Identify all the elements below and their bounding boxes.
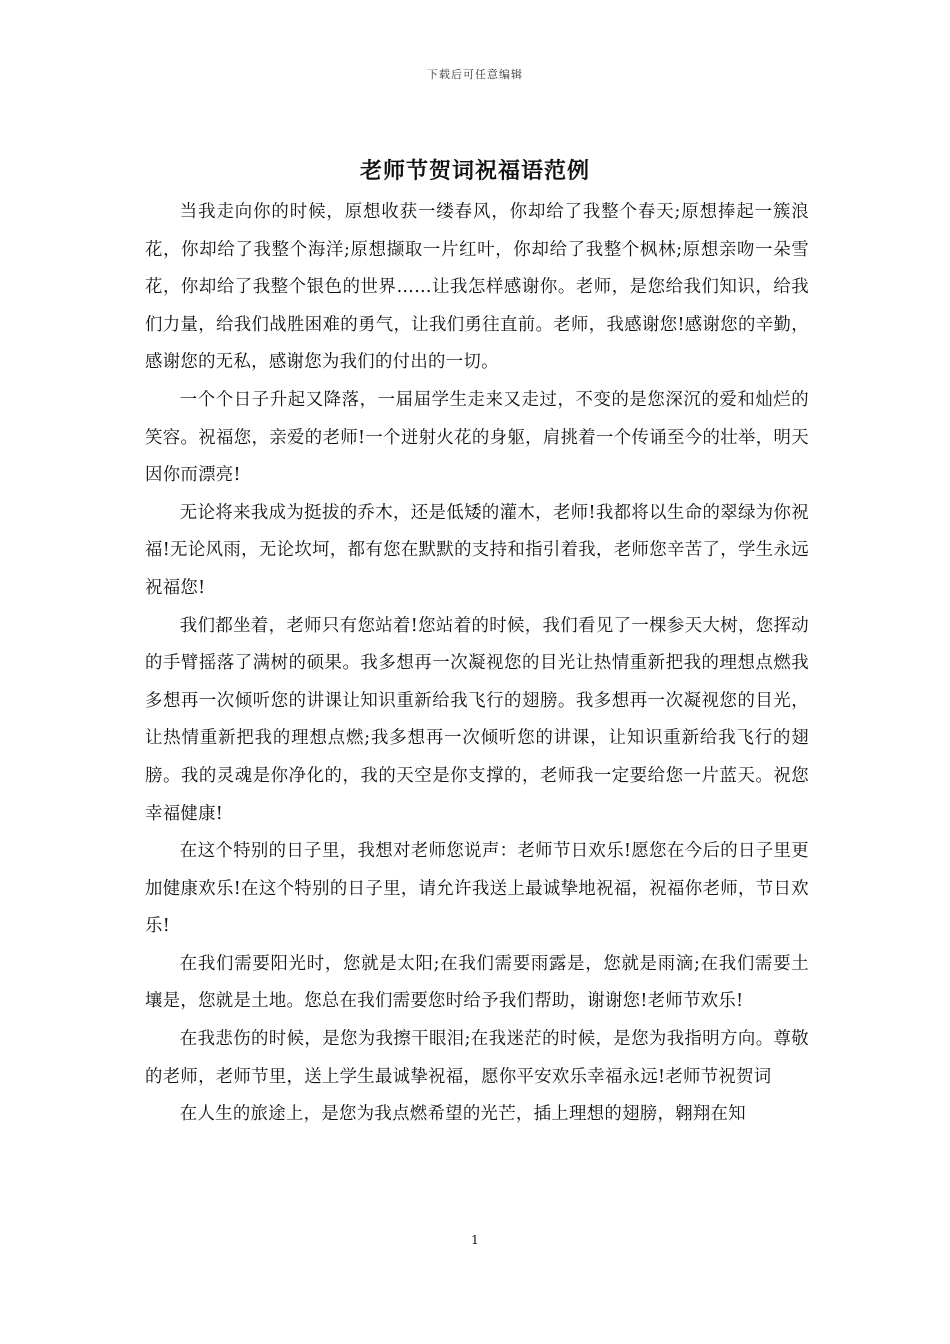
paragraph: 在这个特别的日子里，我想对老师您说声：老师节日欢乐!愿您在今后的日子里更加健康欢乐!在这个特别的日子里，请允许我送上最诚挚地祝福，祝福你老师，节日欢乐! (145, 841, 809, 937)
paragraph: 我们都坐着，老师只有您站着!您站着的时候，我们看见了一棵参天大树，您挥动的手臂摇落了满树的硕果。我多想再一次凝视您的目光让热情重新把我的理想点燃我多想再一次倾听您的讲课让知识重新给我飞行的翅膀。我多想再一次凝视您的目光，让热情重新把我的理想点燃;我多想再一次倾听您的讲课，让知识重新给我飞行的翅膀。我的灵魂是你净化的，我的天空是你支撑的，老师我一定要给您一片蓝天。祝您幸福健康! (145, 615, 809, 824)
paragraph: 在人生的旅途上，是您为我点燃希望的光芒，插上理想的翅膀，翱翔在知 (179, 1104, 746, 1125)
paragraph: 在我们需要阳光时，您就是太阳;在我们需要雨露是，您就是雨滴;在我们需要土壤是，您就是土地。您总在我们需要您时给予我们帮助，谢谢您!老师节欢乐! (145, 953, 809, 1012)
document-title: 老师节贺词祝福语范例 (359, 158, 590, 184)
paragraph: 无论将来我成为挺拔的乔木，还是低矮的灌木，老师!我都将以生命的翠绿为你祝福!无论风雨，无论坎坷，都有您在默默的支持和指引着我，老师您辛苦了，学生永远祝福您! (145, 502, 809, 598)
paragraph: 在我悲伤的时候，是您为我擦干眼泪;在我迷茫的时候，是您为我指明方向。尊敬的老师，老师节里，送上学生最诚挚祝福，愿你平安欢乐幸福永远!老师节祝贺词 (145, 1029, 809, 1087)
paragraph: 当我走向你的时候，原想收获一缕春风，你却给了我整个春天;原想捧起一簇浪花，你却给了我整个海洋;原想撷取一片红叶，你却给了我整个枫林;原想亲吻一朵雪花，你却给了我整个银色的世界……让我怎样感谢你。老师，是您给我们知识，给我们力量，给我们战胜困难的勇气，让我们勇往直前。老师，我感谢您!感谢您的辛勤，感谢您的无私，感谢您为我们的付出的一切。 (145, 202, 809, 373)
paragraph: 一个个日子升起又降落，一届届学生走来又走过，不变的是您深沉的爱和灿烂的笑容。祝福您，亲爱的老师!一个迸射火花的身躯，肩挑着一个传诵至今的壮举，明天因你而漂亮! (145, 389, 809, 486)
body-text (145, 194, 809, 1134)
header-note: 下载后可任意编辑 (427, 68, 523, 81)
page-number: 1 (471, 1233, 479, 1247)
